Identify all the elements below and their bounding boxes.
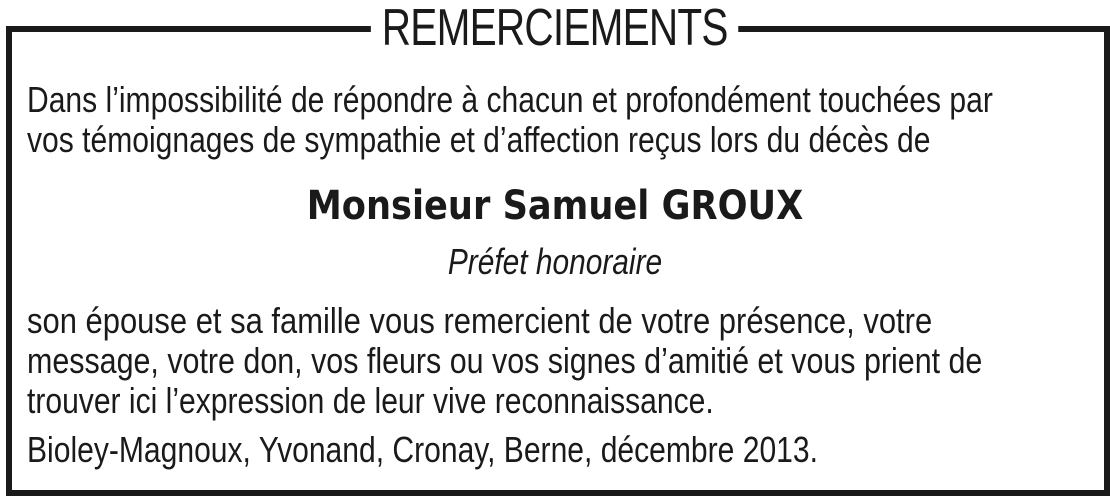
message-line-1: son épouse et sa famille vous remercient de votre présence, votre [27,300,933,341]
deceased-name: Monsieur Samuel GROUX [306,183,804,229]
message-line-3: trouver ici l’expression de leur vive reconnaissance. [27,380,714,421]
deceased-title: Préfet honoraire [447,241,663,282]
intro-line-1: Dans l’impossibilité de répondre à chacun et profondément touchées par [27,79,993,120]
intro-line-2: vos témoignages de sympathie et d’affection reçus lors du décès de [27,119,931,160]
notice-title: REMERCIEMENTS [371,0,739,56]
message-line-2: message, votre don, vos fleurs ou vos signes d’amitié et vous prient de [27,340,983,381]
place-date: Bioley-Magnoux, Yvonand, Cronay, Berne, décembre 2013. [27,429,818,470]
